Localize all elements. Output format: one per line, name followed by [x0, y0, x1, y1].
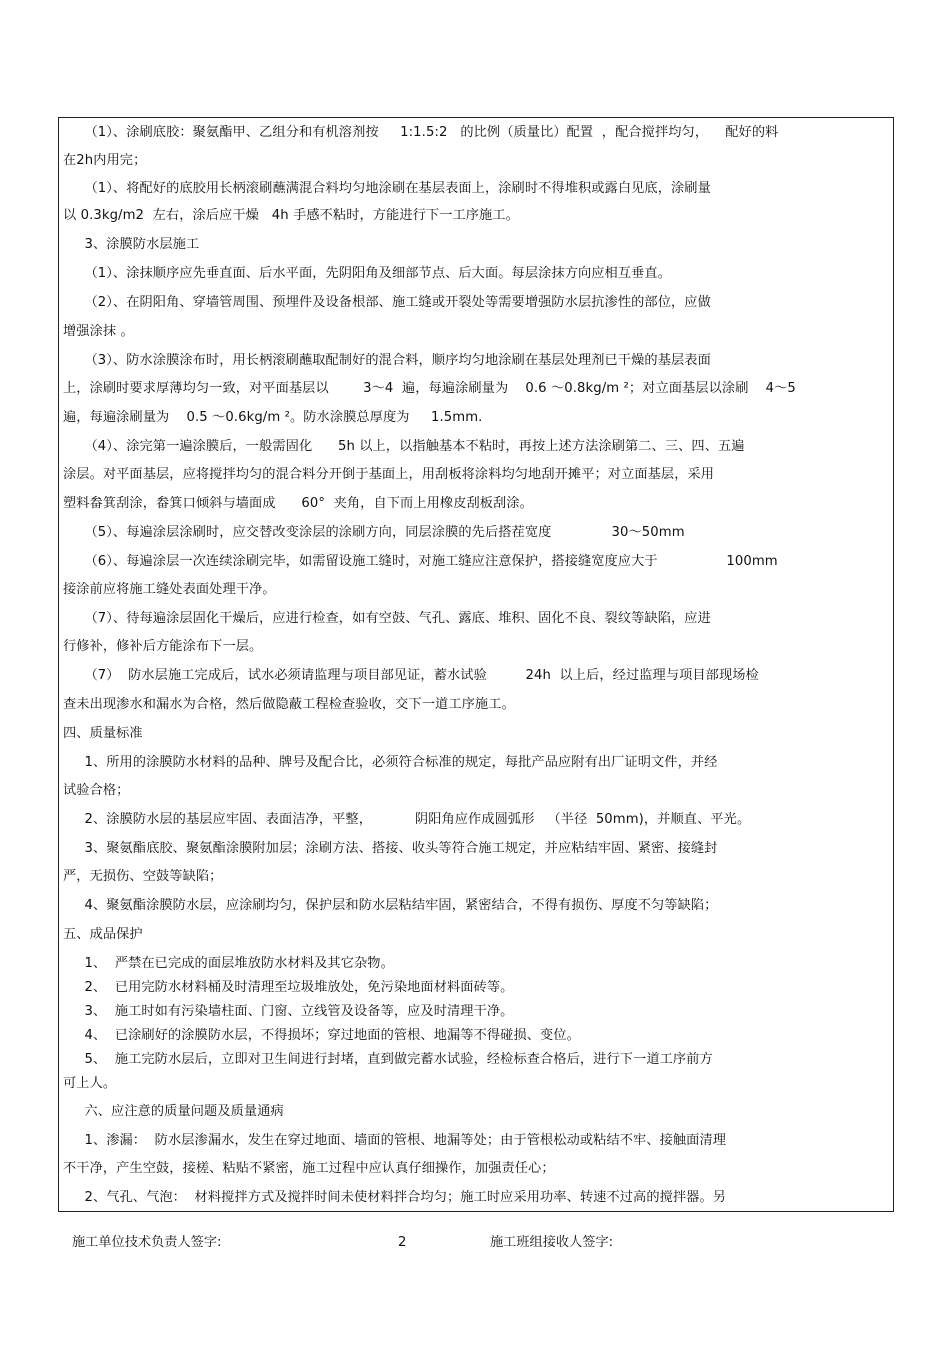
text-line: 3、 施工时如有污染墙柱面、门窗、立线管及设备等，应及时清理干净。 [63, 1004, 514, 1019]
text-line: （5）、每遍涂层涂刷时，应交替改变涂层的涂刷方向，同层涂膜的先后搭茬宽度 30～50mm [63, 525, 685, 540]
text-line: 可上人。 [63, 1076, 117, 1091]
text-line: 六、应注意的质量问题及质量通病 [63, 1104, 284, 1119]
text-line: 2、 已用完防水材料桶及时清理至垃圾堆放处，免污染地面材料面砖等。 [63, 980, 514, 995]
text-line: 4、聚氨酯涂膜防水层，应涂刷均匀，保护层和防水层粘结牢固，紧密结合，不得有损伤、厚度不匀等缺陷； [63, 898, 718, 913]
page-number: 2 [398, 1235, 407, 1250]
text-line: （7）、待每遍涂层固化干燥后，应进行检查，如有空鼓、气孔、露底、堆积、固化不良、裂纹等缺陷，应进 [63, 611, 711, 626]
text-line: 接涂前应将施工缝处表面处理干净。 [63, 582, 276, 597]
text-line: （3）、防水涂膜涂布时，用长柄滚刷蘸取配制好的混合料，顺序均匀地涂刷在基层处理剂已干燥的基层表面 [63, 353, 711, 368]
text-line: 四、质量标准 [63, 726, 143, 741]
text-line: （2）、在阴阳角、穿墙管周围、预埋件及设备根部、施工缝或开裂处等需要增强防水层抗渗性的部位，应做 [63, 295, 711, 310]
text-line: 以 0.3kg/m2 左右，涂后应干燥 4h 手感不粘时，方能进行下一工序施工。 [63, 208, 519, 223]
text-line: 严，无损伤、空鼓等缺陷； [63, 869, 223, 884]
text-line: 3、聚氨酯底胶、聚氨酯涂膜附加层；涂刷方法、搭接、收头等符合施工规定，并应粘结牢固、紧密、接缝封 [63, 841, 718, 856]
text-line: 不干净，产生空鼓，接槎、粘贴不紧密，施工过程中应认真仔细操作，加强责任心； [63, 1161, 555, 1176]
footer-right-signature-label: 施工班组接收人签字: [490, 1235, 614, 1250]
text-line: 增强涂抹 。 [63, 324, 134, 339]
text-line: 1、渗漏： 防水层渗漏水，发生在穿过地面、墙面的管根、地漏等处；由于管根松动或粘结不牢、接触面清理 [63, 1133, 727, 1148]
text-line: （7） 防水层施工完成后，试水必须请监理与项目部见证，蓄水试验 24h 以上后，经过监理与项目部现场检 [63, 668, 759, 683]
text-line: （1）、涂抹顺序应先垂直面、后水平面，先阴阳角及细部节点、后大面。每层涂抹方向应相互垂直。 [63, 266, 671, 281]
text-line: （1）、将配好的底胶用长柄滚刷蘸满混合料均匀地涂刷在基层表面上，涂刷时不得堆积或露白见底，涂刷量 [63, 181, 711, 196]
text-line: 2、涂膜防水层的基层应牢固、表面洁净，平整， 阴阳角应作成圆弧形 （半径 50mm)，并顺直、平光。 [63, 812, 751, 827]
text-line: 1、所用的涂膜防水材料的品种、牌号及配合比，必须符合标准的规定，每批产品应附有出厂证明文件，并经 [63, 755, 718, 770]
text-line: 1、 严禁在已完成的面层堆放防水材料及其它杂物。 [63, 956, 394, 971]
text-line: 查未出现渗水和漏水为合格，然后做隐蔽工程检查验收，交下一道工序施工。 [63, 697, 515, 712]
text-line: 行修补，修补后方能涂布下一层。 [63, 639, 263, 654]
text-line: 五、成品保护 [63, 927, 143, 942]
text-line: （1）、涂刷底胶：聚氨酯甲、乙组分和有机溶剂按 1:1.5:2 的比例（质量比）配置 ，配合搅拌均匀， 配好的料 [63, 125, 779, 140]
text-line: （6）、每遍涂层一次连续涂刷完毕，如需留设施工缝时，对施工缝应注意保护，搭接缝宽度应大于 100mm [63, 554, 778, 569]
text-line: 4、 已涂刷好的涂膜防水层，不得损坏；穿过地面的管根、地漏等不得碰损、变位。 [63, 1028, 580, 1043]
footer-left-signature-label: 施工单位技术负责人签字: [72, 1235, 222, 1250]
text-line: 遍，每遍涂刷量为 0.5 ～0.6kg/m ²。防水涂膜总厚度为 1.5mm. [63, 410, 483, 425]
text-line: 塑料畚箕刮涂，畚箕口倾斜与墙面成 60° 夹角，自下而上用橡皮刮板刮涂。 [63, 496, 533, 511]
text-line: 涂层。对平面基层，应将搅拌均匀的混合料分开倒于基面上，用刮板将涂料均匀地刮开摊平；对立面基层，采用 [63, 467, 715, 482]
text-line: 2、气孔、气泡： 材料搅拌方式及搅拌时间未使材料拌合均匀；施工时应采用功率、转速不过高的搅拌器。另 [63, 1190, 727, 1205]
text-line: 上，涂刷时要求厚薄均匀一致，对平面基层以 3～4 遍，每遍涂刷量为 0.6 ～0.8kg/m ²；对立面基层以涂刷 4～5 [63, 381, 796, 396]
text-line: 3、涂膜防水层施工 [63, 237, 200, 252]
text-line: 在2h内用完； [63, 153, 147, 168]
text-line: 试验合格； [63, 783, 130, 798]
text-line: 5、 施工完防水层后，立即对卫生间进行封堵，直到做完蓄水试验，经检标查合格后，进行下一道工序前方 [63, 1052, 713, 1067]
text-line: （4）、涂完第一遍涂膜后，一般需固化 5h 以上，以指触基本不粘时，再按上述方法涂刷第二、三、四、五遍 [63, 439, 745, 454]
